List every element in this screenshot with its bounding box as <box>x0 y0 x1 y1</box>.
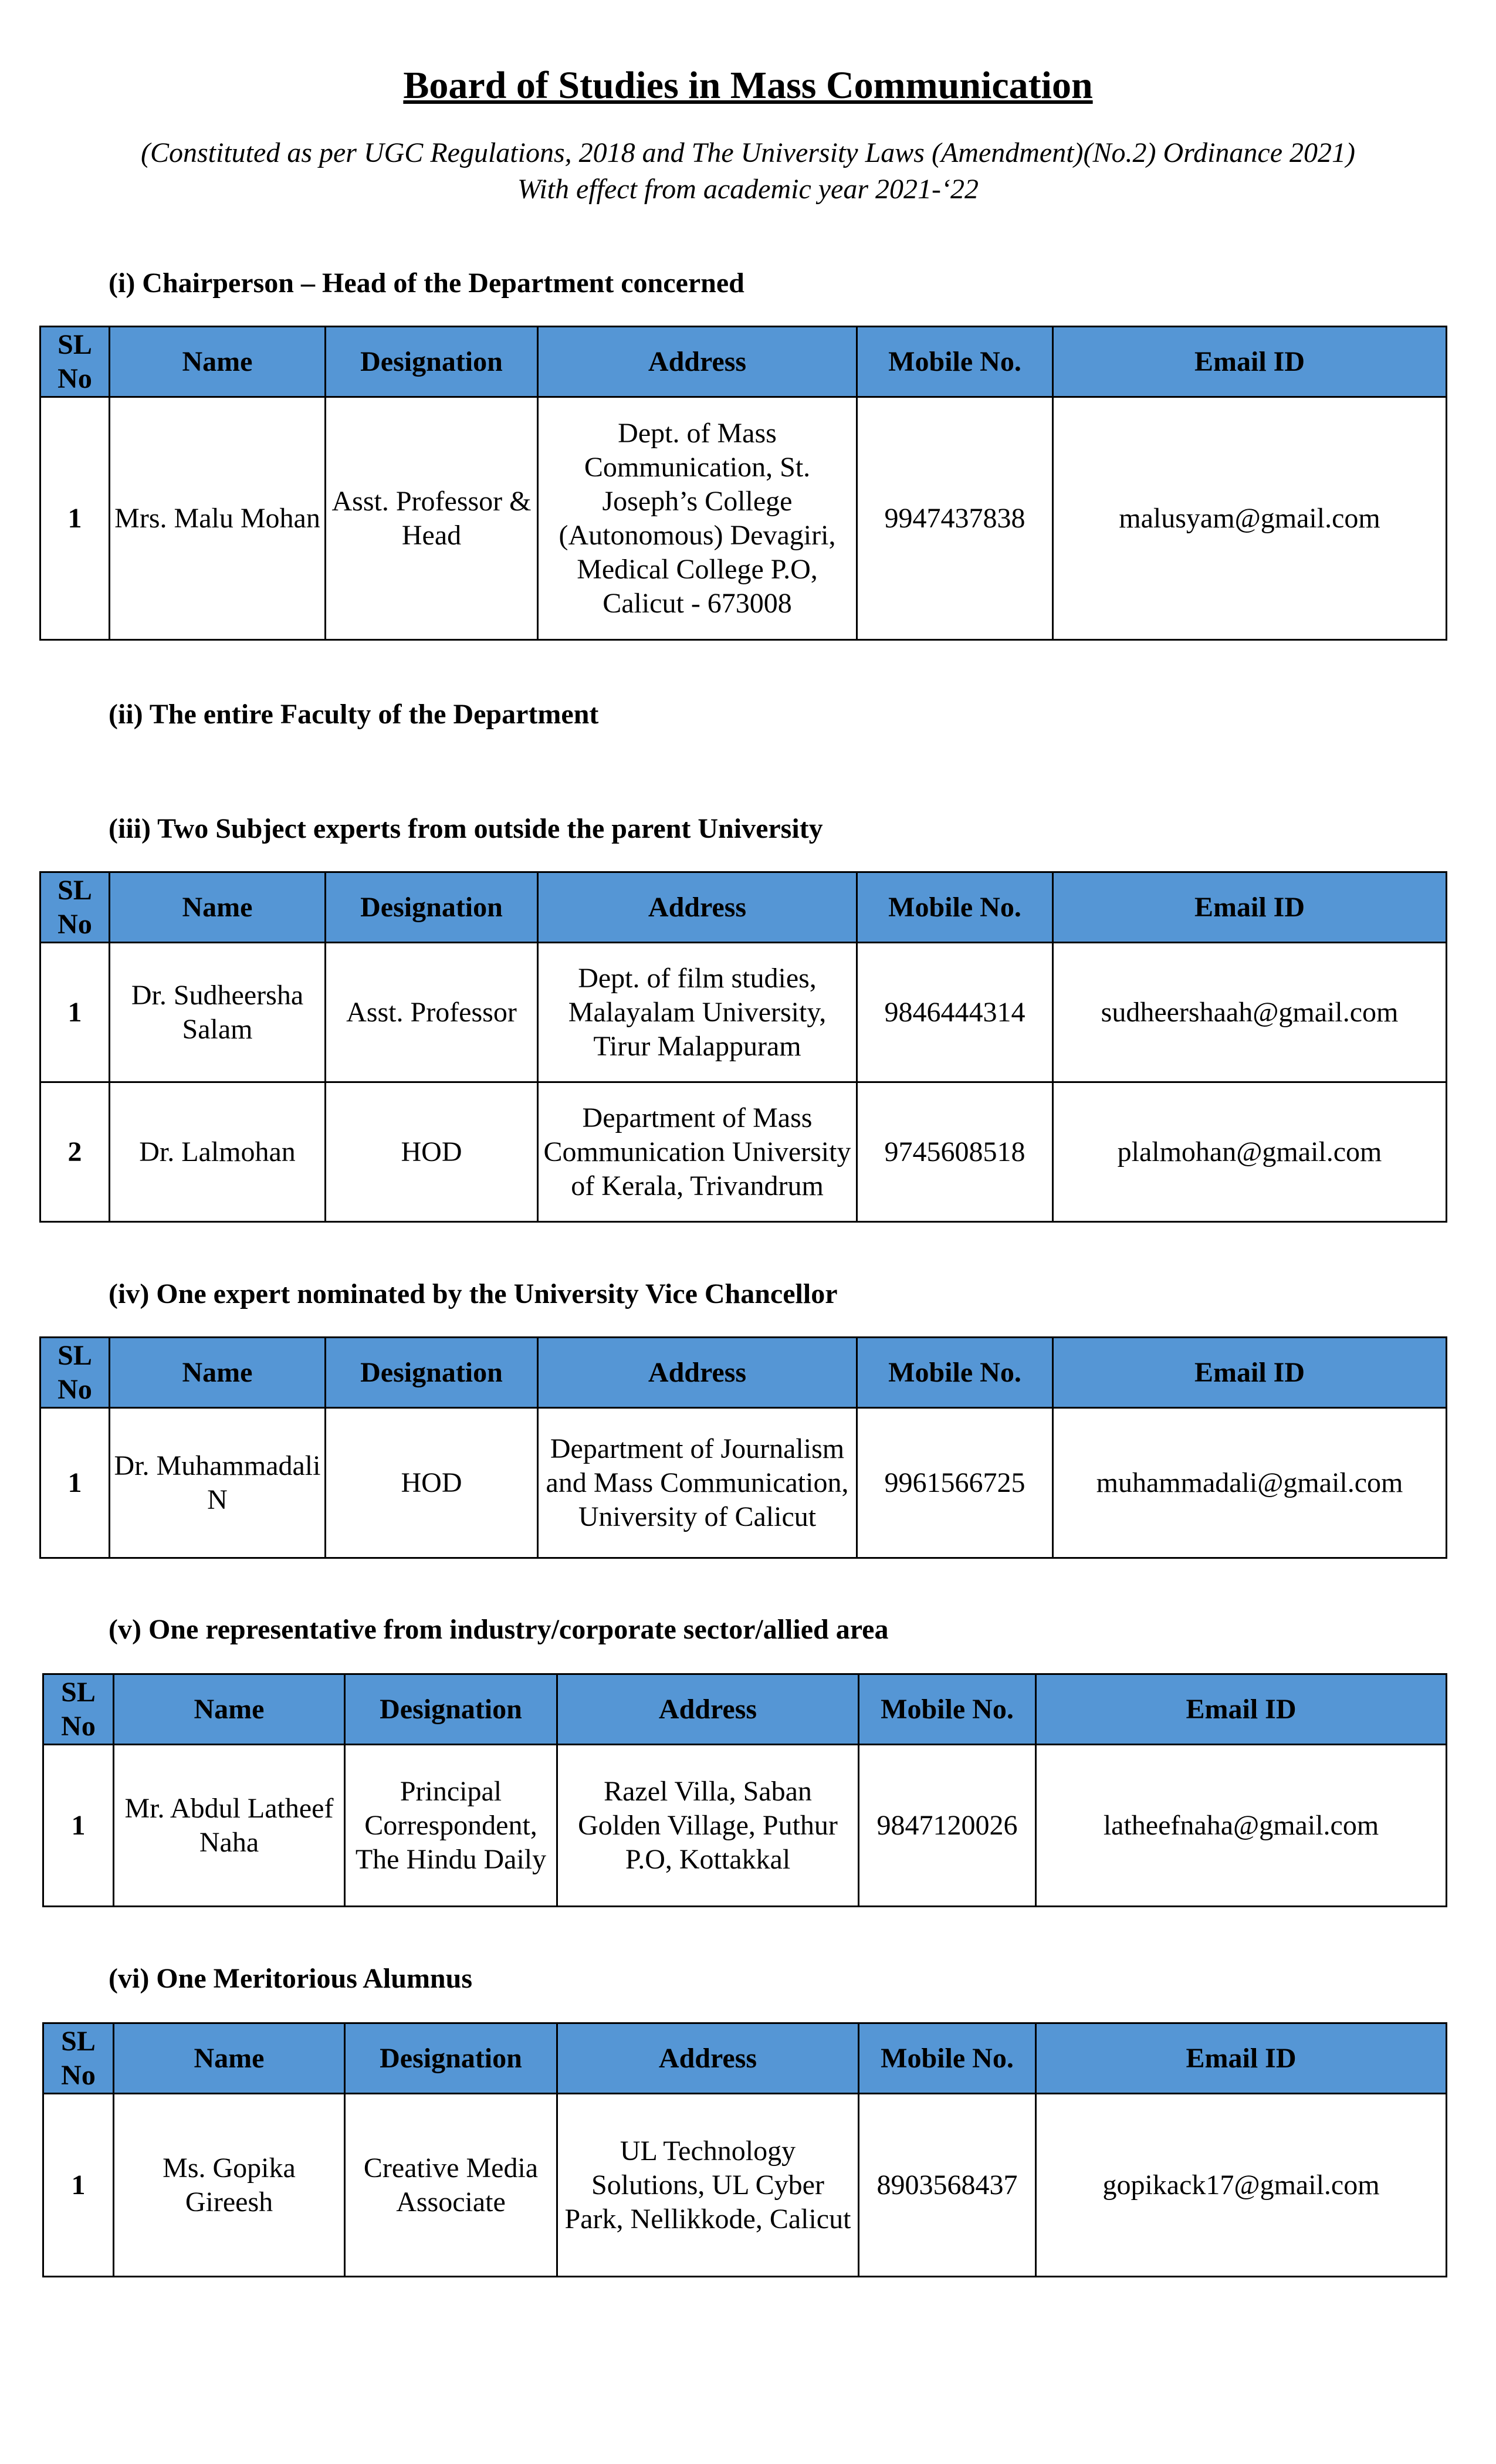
cell-address: Department of Journalism and Mass Communication, University of Calicut <box>538 1408 857 1558</box>
cell-email: latheefnaha@gmail.com <box>1036 1745 1447 1907</box>
cell-address: Razel Villa, Saban Golden Village, Puthur P.O, Kottakkal <box>557 1745 859 1907</box>
header-email: Email ID <box>1053 327 1447 397</box>
cell-mobile: 9847120026 <box>859 1745 1036 1907</box>
page-subtitle <box>0 135 1496 208</box>
header-email: Email ID <box>1036 2023 1447 2094</box>
header-designation: Designation <box>345 2023 557 2094</box>
header-sl: SL No <box>40 872 110 943</box>
header-sl: SL No <box>43 2023 114 2094</box>
table-header-row <box>40 1338 1447 1408</box>
header-email: Email ID <box>1053 1338 1447 1408</box>
vc-nominee-table <box>39 1336 1447 1559</box>
section-heading-subject-experts: (iii) Two Subject experts from outside the parent University <box>109 813 823 844</box>
header-sl: SL No <box>43 1674 114 1745</box>
cell-email: gopikack17@gmail.com <box>1036 2094 1447 2277</box>
header-mobile: Mobile No. <box>857 327 1053 397</box>
table-header-row <box>43 1674 1447 1745</box>
header-designation: Designation <box>326 327 538 397</box>
cell-designation: HOD <box>326 1082 538 1222</box>
cell-mobile: 9846444314 <box>857 943 1053 1082</box>
table-row <box>40 1408 1447 1558</box>
header-email: Email ID <box>1036 1674 1447 1745</box>
header-designation: Designation <box>326 1338 538 1408</box>
header-mobile: Mobile No. <box>857 872 1053 943</box>
header-designation: Designation <box>345 1674 557 1745</box>
subtitle-line-2: With effect from academic year 2021-‘22 <box>517 174 979 205</box>
cell-mobile: 8903568437 <box>859 2094 1036 2277</box>
subtitle-line-1: (Constituted as per UGC Regulations, 2018 and The University Laws (Amendment)(No.2) Ordinance 2021) <box>140 137 1356 168</box>
cell-sl: 1 <box>43 2094 114 2277</box>
page-title: Board of Studies in Mass Communication <box>403 64 1093 107</box>
header-sl: SL No <box>40 1338 110 1408</box>
table-header-row <box>43 2023 1447 2094</box>
header-mobile: Mobile No. <box>859 1674 1036 1745</box>
table-row <box>40 397 1447 640</box>
header-name: Name <box>110 1338 326 1408</box>
cell-sl: 1 <box>40 943 110 1082</box>
table-header-row <box>40 872 1447 943</box>
table-row <box>40 1082 1447 1222</box>
table-header-row <box>40 327 1447 397</box>
cell-name: Ms. Gopika Gireesh <box>114 2094 345 2277</box>
chairperson-table <box>39 326 1447 641</box>
cell-designation: Principal Correspondent, The Hindu Daily <box>345 1745 557 1907</box>
cell-name: Dr. Sudheersha Salam <box>110 943 326 1082</box>
cell-name: Dr. Muhammadali N <box>110 1408 326 1558</box>
table-row <box>43 2094 1447 2277</box>
header-name: Name <box>110 872 326 943</box>
header-designation: Designation <box>326 872 538 943</box>
header-address: Address <box>557 1674 859 1745</box>
cell-sl: 1 <box>43 1745 114 1907</box>
cell-address: Dept. of film studies, Malayalam University, Tirur Malappuram <box>538 943 857 1082</box>
section-heading-industry-rep: (v) One representative from industry/corporate sector/allied area <box>109 1614 889 1645</box>
header-name: Name <box>114 1674 345 1745</box>
cell-address: UL Technology Solutions, UL Cyber Park, Nellikkode, Calicut <box>557 2094 859 2277</box>
cell-mobile: 9947437838 <box>857 397 1053 640</box>
header-address: Address <box>538 872 857 943</box>
cell-address: Department of Mass Communication University of Kerala, Trivandrum <box>538 1082 857 1222</box>
cell-name: Mrs. Malu Mohan <box>110 397 326 640</box>
cell-email: plalmohan@gmail.com <box>1053 1082 1447 1222</box>
cell-address: Dept. of Mass Communication, St. Joseph’s College (Autonomous) Devagiri, Medical College P.O, Calicut - 673008 <box>538 397 857 640</box>
cell-designation: HOD <box>326 1408 538 1558</box>
cell-sl: 2 <box>40 1082 110 1222</box>
cell-email: sudheershaah@gmail.com <box>1053 943 1447 1082</box>
alumnus-table <box>42 2022 1447 2277</box>
section-heading-vc-nominee: (iv) One expert nominated by the University Vice Chancellor <box>109 1278 838 1309</box>
industry-rep-table <box>42 1673 1447 1907</box>
cell-designation: Creative Media Associate <box>345 2094 557 2277</box>
cell-sl: 1 <box>40 1408 110 1558</box>
subject-experts-table <box>39 871 1447 1223</box>
header-sl: SL No <box>40 327 110 397</box>
table-row <box>43 1745 1447 1907</box>
section-heading-faculty: (ii) The entire Faculty of the Department <box>109 699 599 730</box>
header-name: Name <box>110 327 326 397</box>
table-row <box>40 943 1447 1082</box>
cell-mobile: 9961566725 <box>857 1408 1053 1558</box>
cell-sl: 1 <box>40 397 110 640</box>
cell-designation: Asst. Professor <box>326 943 538 1082</box>
cell-designation: Asst. Professor & Head <box>326 397 538 640</box>
cell-email: muhammadali@gmail.com <box>1053 1408 1447 1558</box>
header-mobile: Mobile No. <box>857 1338 1053 1408</box>
cell-name: Mr. Abdul Latheef Naha <box>114 1745 345 1907</box>
cell-name: Dr. Lalmohan <box>110 1082 326 1222</box>
header-address: Address <box>557 2023 859 2094</box>
header-email: Email ID <box>1053 872 1447 943</box>
cell-email: malusyam@gmail.com <box>1053 397 1447 640</box>
header-address: Address <box>538 1338 857 1408</box>
header-mobile: Mobile No. <box>859 2023 1036 2094</box>
header-address: Address <box>538 327 857 397</box>
cell-mobile: 9745608518 <box>857 1082 1053 1222</box>
header-name: Name <box>114 2023 345 2094</box>
section-heading-alumnus: (vi) One Meritorious Alumnus <box>109 1963 472 1994</box>
section-heading-chairperson: (i) Chairperson – Head of the Department concerned <box>109 268 744 299</box>
